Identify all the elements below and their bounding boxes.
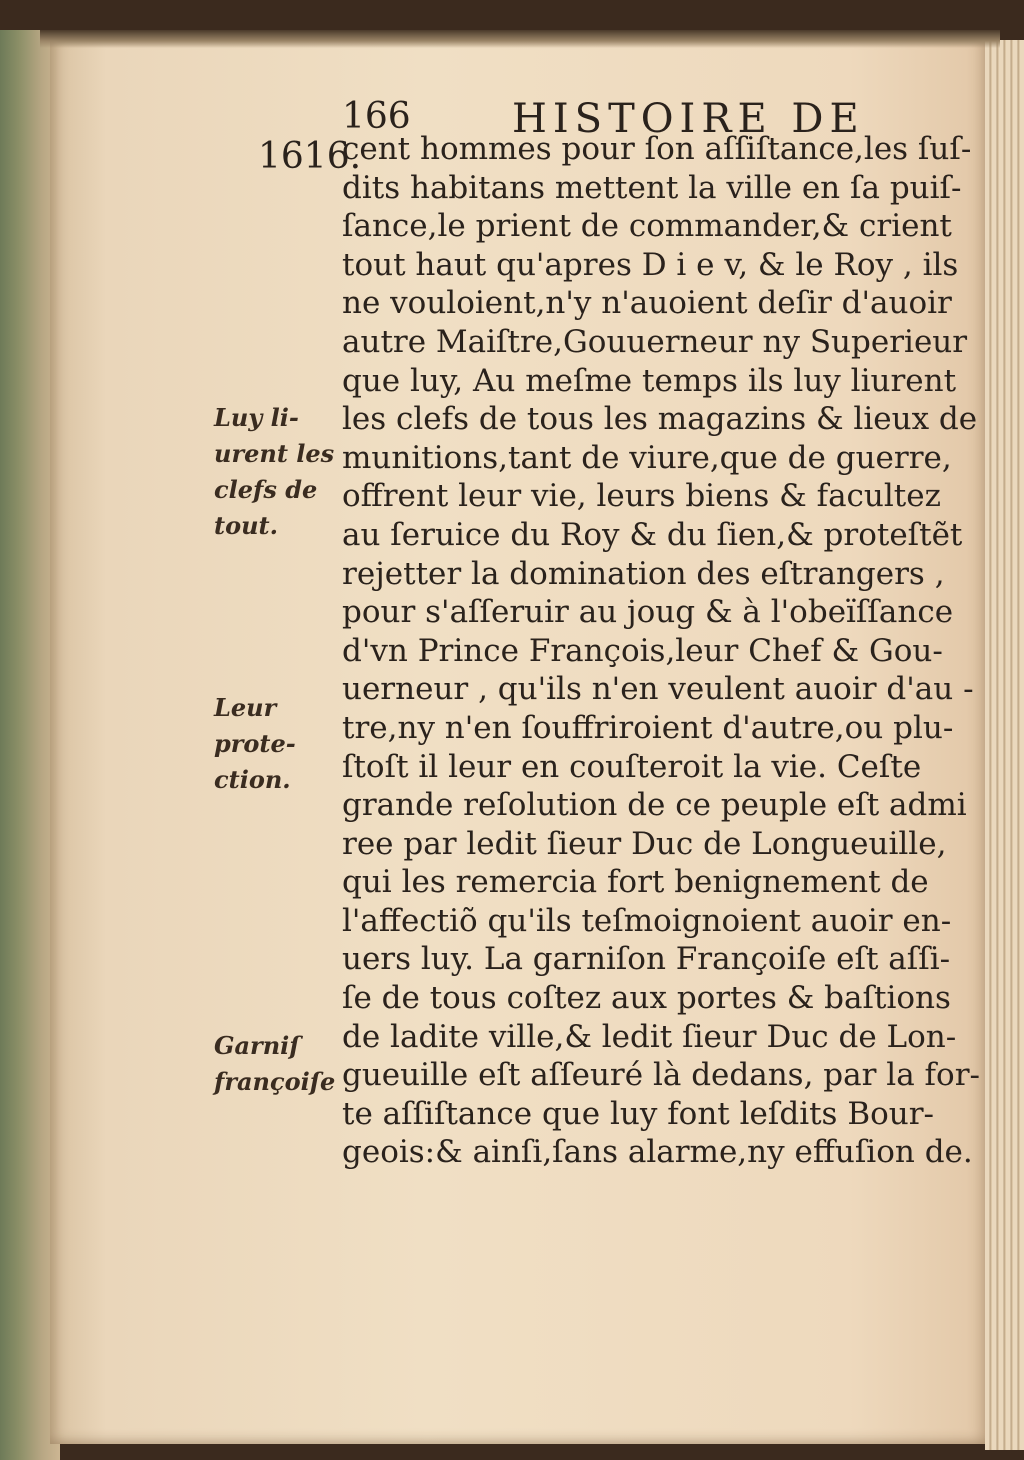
note-line: clefs de: [214, 475, 318, 504]
running-title: HISTOIRE DE: [512, 96, 865, 142]
text-line: munitions,tant de viure,que de guerre,: [342, 439, 952, 476]
note-line: prote-: [214, 729, 296, 758]
note-line: urent les: [214, 439, 335, 468]
text-line: les clefs de tous les magazins & lieux de: [342, 401, 978, 438]
text-line: te aſſiſtance que luy font leſdits Bour-: [342, 1095, 935, 1132]
note-line: tout.: [214, 511, 278, 540]
text-line: gueuille eſt aſſeuré là dedans, par la for-: [342, 1057, 980, 1094]
marginal-note-protection: [214, 690, 296, 798]
note-line: Garniſ: [214, 1031, 300, 1060]
text-line: ree par ledit ſieur Duc de Longueuille,: [342, 825, 947, 862]
text-line: d'vn Prince François,leur Chef & Gou-: [342, 632, 943, 669]
text-line: tre,ny n'en ſouffriroient d'autre,ou plu-: [342, 709, 954, 746]
text-line: ne vouloient,n'y n'auoient deſir d'auoir: [342, 285, 952, 322]
text-line: l'affectiõ qu'ils teſmoignoient auoir en-: [342, 902, 952, 939]
note-line: Luy li-: [214, 403, 299, 432]
text-line: rejetter la domination des eſtrangers ,: [342, 555, 945, 592]
text-line: au ſeruice du Roy & du ſien,& proteſtẽt: [342, 516, 963, 553]
text-line: grande reſolution de ce peuple eſt admi: [342, 787, 967, 824]
text-line: geois:& ainſi,ſans alarme,ny effuſion de.: [342, 1134, 973, 1171]
text-line: que luy, Au meſme temps ils luy liurent: [342, 362, 957, 399]
text-line: offrent leur vie, leurs biens & facultez: [342, 478, 941, 515]
page-number: 166: [342, 96, 411, 137]
top-shadow: [40, 30, 1000, 48]
text-line: ſtoſt il leur en couſteroit la vie. Ceſte: [342, 748, 922, 785]
body-text: [342, 130, 980, 1172]
text-line: pour s'aſſeruir au joug & à l'obeïſſance: [342, 594, 954, 631]
text-line: ſe de tous coſtez aux portes & baſtions: [342, 980, 951, 1017]
text-line: uerneur , qu'ils n'en veulent auoir d'au -: [342, 671, 974, 708]
text-line: de ladite ville,& ledit ſieur Duc de Lon-: [342, 1018, 957, 1055]
marginal-note-garrison: [214, 1028, 335, 1100]
marginal-note-keys: [214, 400, 334, 544]
text-line: uers luy. La garniſon Françoiſe eſt aſſi-: [342, 941, 951, 978]
note-line: Leur: [214, 693, 277, 722]
text-line: dits habitans mettent la ville en ſa puiſ-: [342, 169, 962, 206]
note-line: ction.: [214, 765, 291, 794]
text-line: autre Maiſtre,Gouuerneur ny Superieur: [342, 323, 968, 360]
note-line: françoiſe: [214, 1067, 336, 1096]
margin-year: 1616.: [258, 136, 362, 177]
text-line: tout haut qu'apres D i e v, & le Roy , ils: [342, 246, 959, 283]
text-line: cent hommes pour ſon aſſiſtance,les ſuſ-: [342, 131, 972, 167]
page-edges: [985, 40, 1024, 1450]
text-line: ſance,le prient de commander,& crient: [342, 208, 952, 245]
text-line: qui les remercia fort benignement de: [342, 864, 929, 901]
